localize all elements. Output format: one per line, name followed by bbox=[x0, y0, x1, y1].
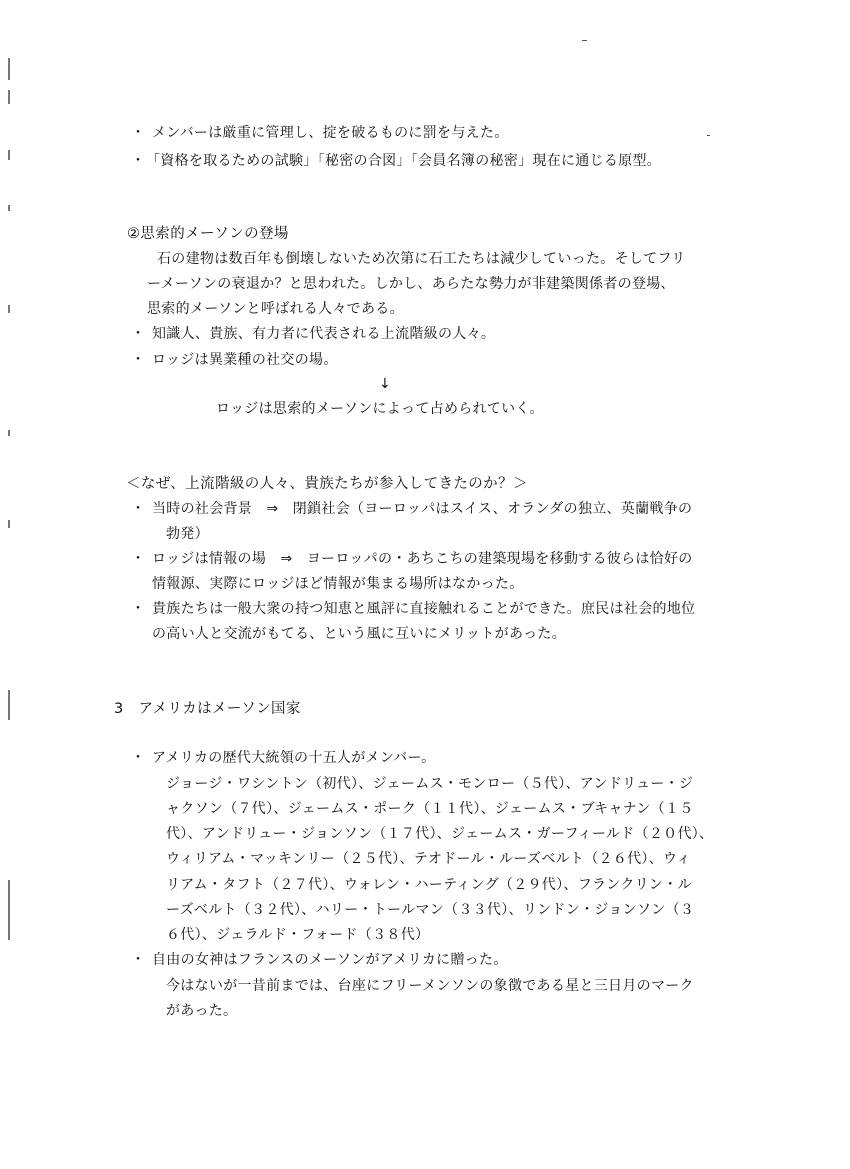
question-bullet-1-line-1: 当時の社会背景 ⇒ 閉鎖社会（ヨーロッパはスイス、オランダの独立、英蘭戦争の bbox=[152, 501, 693, 517]
question-bullet-2-line-2: 情報源、実際にロッジほど情報が集まる場所はなかった。 bbox=[152, 576, 524, 592]
bullet-mark: ・ bbox=[131, 352, 145, 368]
section2-paragraph-line-1: 石の建物は数百年も倒壊しないため次第に石工たちは減少していった。そしてフリ bbox=[157, 251, 686, 267]
statue-line-2: があった。 bbox=[166, 1003, 238, 1019]
bullet-mark: ・ bbox=[131, 125, 145, 141]
margin-mark bbox=[8, 205, 10, 211]
bullet-mark: ・ bbox=[131, 501, 145, 517]
margin-mark bbox=[8, 430, 10, 436]
presidents-line-4: ウィリアム・マッキンリー（２５代）、テオドール・ルーズベルト（２６代）、ウィ bbox=[166, 851, 691, 867]
bullet-mark: ・ bbox=[131, 952, 145, 968]
margin-mark bbox=[8, 690, 10, 720]
bullet-mark: ・ bbox=[131, 153, 145, 169]
bullet-mark: ・ bbox=[131, 326, 145, 342]
statue-line-1: 今はないが一昔前までは、台座にフリーメンソンの象徴である星と三日月のマーク bbox=[166, 978, 694, 994]
intro-bullet-2: 「資格を取るための試験」「秘密の合図」「会員名簿の秘密」現在に通じる原型。 bbox=[146, 153, 662, 169]
margin-mark bbox=[8, 150, 10, 160]
bullet-mark: ・ bbox=[131, 551, 145, 567]
presidents-line-5: リアム・タフト（２７代）、ウォレン・ハーティング（２９代）、フランクリン・ル bbox=[166, 877, 692, 893]
margin-mark bbox=[8, 520, 10, 528]
question-bullet-1-line-2: 勃発） bbox=[166, 526, 209, 542]
question-bullet-3-line-2: の高い人と交流がもてる、という風に互いにメリットがあった。 bbox=[152, 626, 566, 642]
section2-title: ②思索的メーソンの登場 bbox=[127, 226, 289, 242]
question-title: ＜なぜ、上流階級の人々、貴族たちが参入してきたのか？＞ bbox=[126, 476, 528, 492]
presidents-line-6: ーズベルト（３２代）、ハリー・トールマン（３３代）、リンドン・ジョンソン（３ bbox=[166, 902, 695, 918]
margin-mark bbox=[8, 305, 10, 313]
section2-bullet-2: ロッジは異業種の社交の場。 bbox=[152, 352, 338, 368]
question-bullet-3-line-1: 貴族たちは一般大衆の持つ知恵と風評に直接触れることができた。庶民は社会的地位 bbox=[152, 601, 696, 617]
scan-speck bbox=[707, 135, 710, 136]
section3-bullet-2: 自由の女神はフランスのメーソンがアメリカに贈った。 bbox=[152, 952, 508, 968]
intro-bullet-1: メンバーは厳重に管理し、掟を破るものに罰を与えた。 bbox=[152, 125, 509, 141]
section3-title: 3 アメリカはメーソン国家 bbox=[114, 701, 301, 717]
section3-bullet-1: アメリカの歴代大統領の十五人がメンバー。 bbox=[152, 750, 436, 766]
section2-paragraph-line-3: 思索的メーソンと呼ばれる人々である。 bbox=[147, 301, 404, 317]
down-arrow: ↓ bbox=[379, 376, 392, 392]
presidents-line-3: 代）、アンドリュー・ジョンソン（１７代）、ジェームス・ガーフィールド（２０代）、 bbox=[166, 826, 714, 842]
question-bullet-2-line-1: ロッジは情報の場 ⇒ ヨーロッパの・あちこちの建築現場を移動する彼らは恰好の bbox=[152, 551, 693, 567]
presidents-line-1: ジョージ・ワシントン（初代）、ジェームス・モンロー（５代）、アンドリュー・ジ bbox=[166, 776, 694, 792]
bullet-mark: ・ bbox=[131, 601, 145, 617]
presidents-line-2: ャクソン（７代）、ジェームス・ポーク（１１代）、ジェームス・ブキャナン（１５ bbox=[166, 801, 694, 817]
margin-mark bbox=[8, 880, 10, 940]
margin-mark bbox=[8, 58, 10, 80]
section2-conclusion: ロッジは思索的メーソンによって占められていく。 bbox=[216, 401, 544, 417]
presidents-line-7: ６代）、ジェラルド・フォード（３８代） bbox=[166, 927, 430, 943]
margin-mark bbox=[8, 90, 10, 104]
section2-bullet-1: 知識人、貴族、有力者に代表される上流階級の人々。 bbox=[152, 326, 496, 342]
scan-speck bbox=[582, 40, 587, 41]
section2-paragraph-line-2: ーメーソンの衰退か？と思われた。しかし、あらたな勢力が非建築関係者の登場、 bbox=[147, 276, 675, 292]
bullet-mark: ・ bbox=[131, 750, 145, 766]
